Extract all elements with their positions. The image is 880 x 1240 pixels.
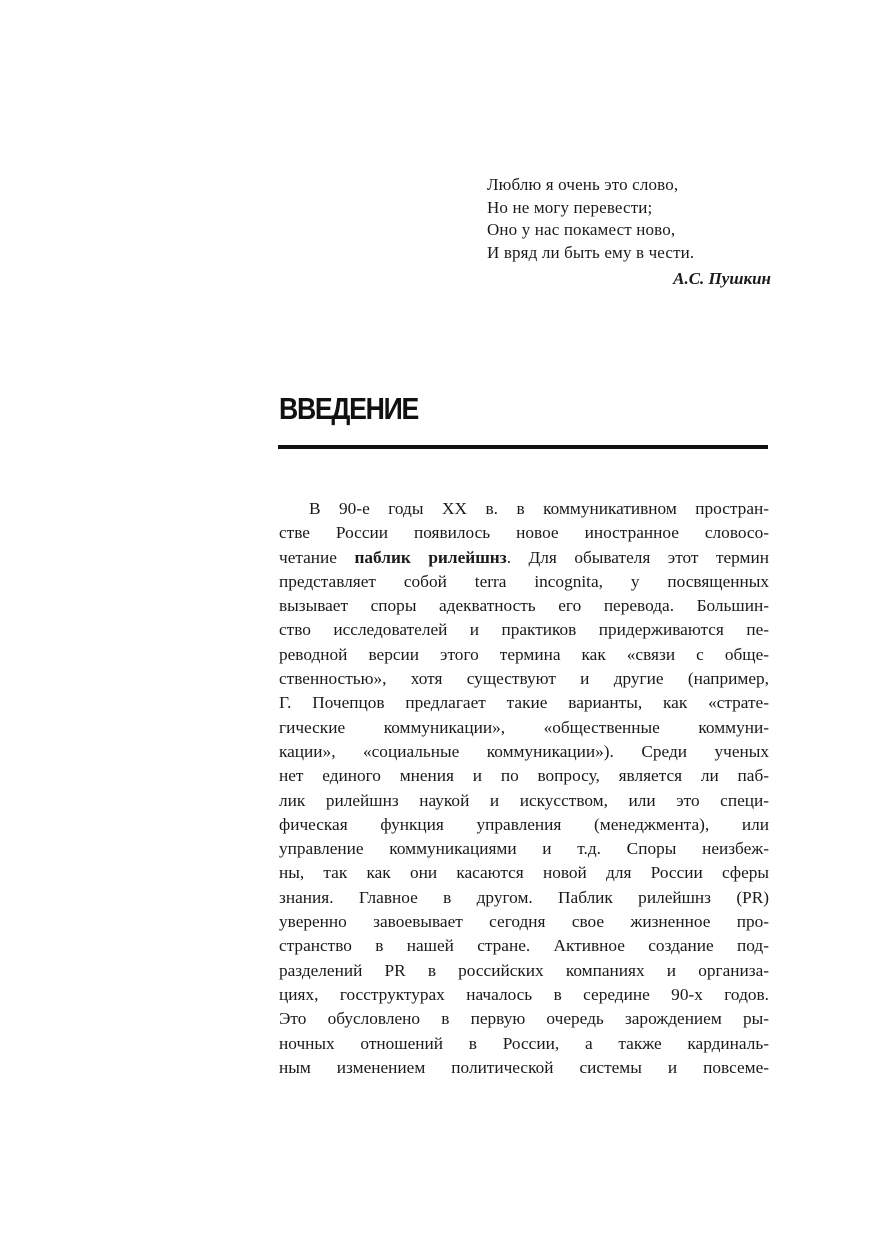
text-line: кации», «социальные коммуникации»). Среди ученых — [279, 741, 769, 761]
text-line: вызывает споры адекватность его перевода. Большин- — [279, 596, 769, 616]
epigraph — [487, 174, 771, 290]
text-line: управление коммуникациями и т.д. Споры неизбеж- — [279, 839, 769, 859]
text-line: знания. Главное в другом. Паблик рилейшнз (PR) — [279, 887, 769, 907]
text-segment: четание — [279, 547, 355, 567]
text-line: ственностью», хотя существуют и другие (например, — [279, 669, 769, 689]
text-line: реводной версии этого термина как «связи с обще- — [279, 644, 769, 664]
epigraph-line: Но не могу перевести; — [487, 197, 653, 217]
text-line: В 90-е годы XX в. в коммуникативном простран- — [309, 499, 769, 518]
text-line: ным изменением политической системы и повсеме- — [279, 1057, 769, 1077]
text-line: фическая функция управления (менеджмента), или — [279, 814, 769, 834]
text-line: стве России появилось новое иностранное словосо- — [279, 523, 769, 543]
chapter-heading: ВВЕДЕНИЕ — [279, 391, 418, 426]
body-text — [279, 497, 769, 1080]
epigraph-line: Оно у нас покамест ново, — [487, 220, 676, 239]
text-line — [279, 546, 769, 570]
text-line: Это обусловлено в первую очередь зарождением ры- — [279, 1009, 769, 1029]
text-line: гические коммуникации», «общественные коммуни- — [279, 717, 769, 737]
epigraph-author: А.С. Пушкин — [673, 269, 771, 288]
text-line: лик рилейшнз наукой и искусством, или это специ- — [279, 790, 769, 810]
text-line: представляет собой terra incognita, у посвященных — [279, 571, 769, 591]
text-line: Г. Почепцов предлагает такие варианты, как «страте- — [279, 693, 769, 713]
text-line: нет единого мнения и по вопросу, является ли паб- — [279, 766, 769, 786]
text-line: странство в нашей стране. Активное создание под- — [279, 936, 769, 956]
text-line: ночных отношений в России, а также кардиналь- — [279, 1033, 769, 1053]
text-line: уверенно завоевывает сегодня свое жизненное про- — [279, 912, 769, 932]
text-line: ство исследователей и практиков придерживаются пе- — [279, 620, 769, 640]
heading-rule — [278, 445, 768, 449]
epigraph-line: И вряд ли быть ему в чести. — [487, 242, 695, 262]
text-line: ны, так как они касаются новой для России сферы — [279, 863, 769, 883]
epigraph-line: Люблю я очень это слово, — [487, 175, 679, 194]
text-line: циях, госструктурах началось в середине 90-х годов. — [279, 984, 769, 1004]
text-segment: . Для обывателя этот термин — [506, 547, 769, 567]
bold-term: паблик рилейшнз — [354, 547, 507, 567]
text-line: разделений PR в российских компаниях и организа- — [279, 960, 769, 980]
